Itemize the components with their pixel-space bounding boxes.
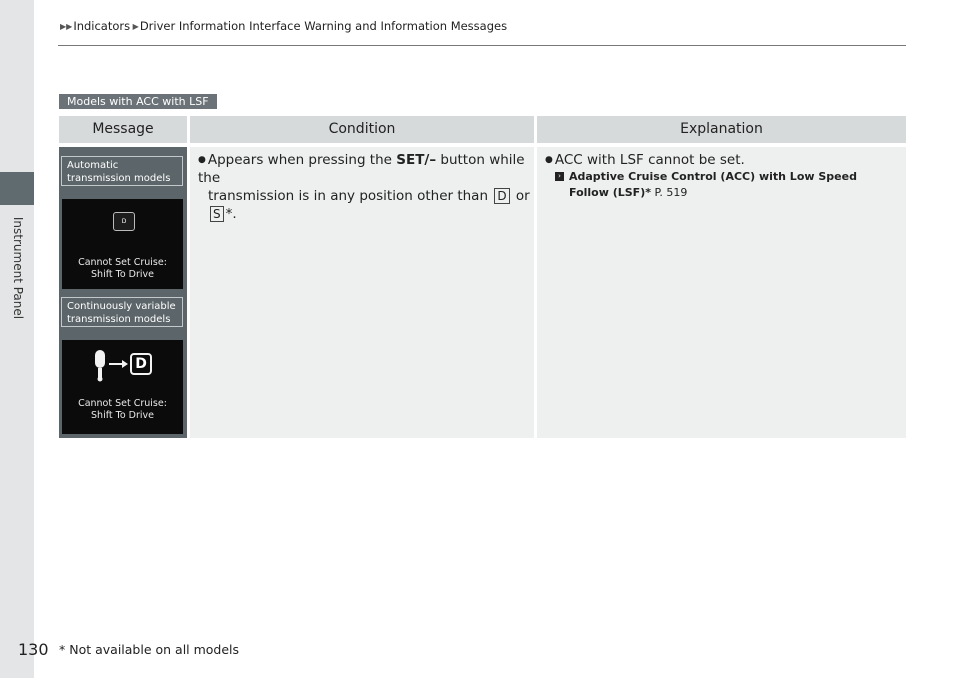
breadcrumb-item[interactable]: Driver Information Interface Warning and Information Messages: [139, 19, 508, 33]
breadcrumb: [60, 19, 507, 33]
breadcrumb-item[interactable]: Indicators: [73, 19, 131, 33]
reference-arrow-icon: ›: [555, 172, 564, 181]
auto-transmission-display: [62, 199, 183, 289]
header-condition: Condition: [190, 116, 534, 143]
message-cell: [59, 147, 187, 438]
header-message: Message: [59, 116, 187, 143]
display-line: Cannot Set Cruise:: [78, 257, 167, 268]
gear-d-key: D: [494, 188, 509, 204]
display-line: Cannot Set Cruise:: [78, 398, 167, 409]
cvt-transmission-display: [62, 340, 183, 434]
bullet-icon: ●: [545, 155, 553, 165]
display-line: Shift To Drive: [91, 410, 154, 421]
breadcrumb-arrow-icon: ▶▶: [60, 21, 73, 31]
sidebar-section-label: Instrument Panel: [11, 216, 25, 320]
model-tag: Models with ACC with LSF: [59, 94, 217, 109]
cvt-transmission-label: Continuously variable transmission models: [61, 297, 183, 327]
explanation-cell: [537, 147, 906, 438]
auto-transmission-label: Automatic transmission models: [61, 156, 183, 186]
explanation-text: ● ACC with LSF cannot be set.: [545, 152, 745, 168]
bullet-icon: ●: [198, 155, 206, 165]
condition-cell: [190, 147, 534, 438]
condition-text: ● Appears when pressing the SET/– button while the transmission is in any position other than D or S *.: [198, 152, 530, 222]
gear-d-icon: D: [113, 212, 135, 231]
cross-reference-link[interactable]: › Adaptive Cruise Control (ACC) with Low Speed Follow (LSF)* P. 519: [555, 169, 857, 201]
display-line: Shift To Drive: [91, 269, 154, 280]
header-divider: [58, 45, 906, 46]
sidebar-tab-indicator: [0, 172, 34, 205]
footnote: * Not available on all models: [59, 642, 240, 657]
set-button-key: SET/–: [396, 152, 437, 168]
gear-d-letter: D: [135, 356, 147, 372]
sidebar: [0, 0, 49, 678]
page-number: 130: [18, 640, 49, 659]
header-explanation: Explanation: [537, 116, 906, 143]
breadcrumb-arrow-icon: ▶: [130, 21, 139, 31]
gear-s-key: S: [210, 206, 224, 222]
message-table: [59, 116, 906, 438]
